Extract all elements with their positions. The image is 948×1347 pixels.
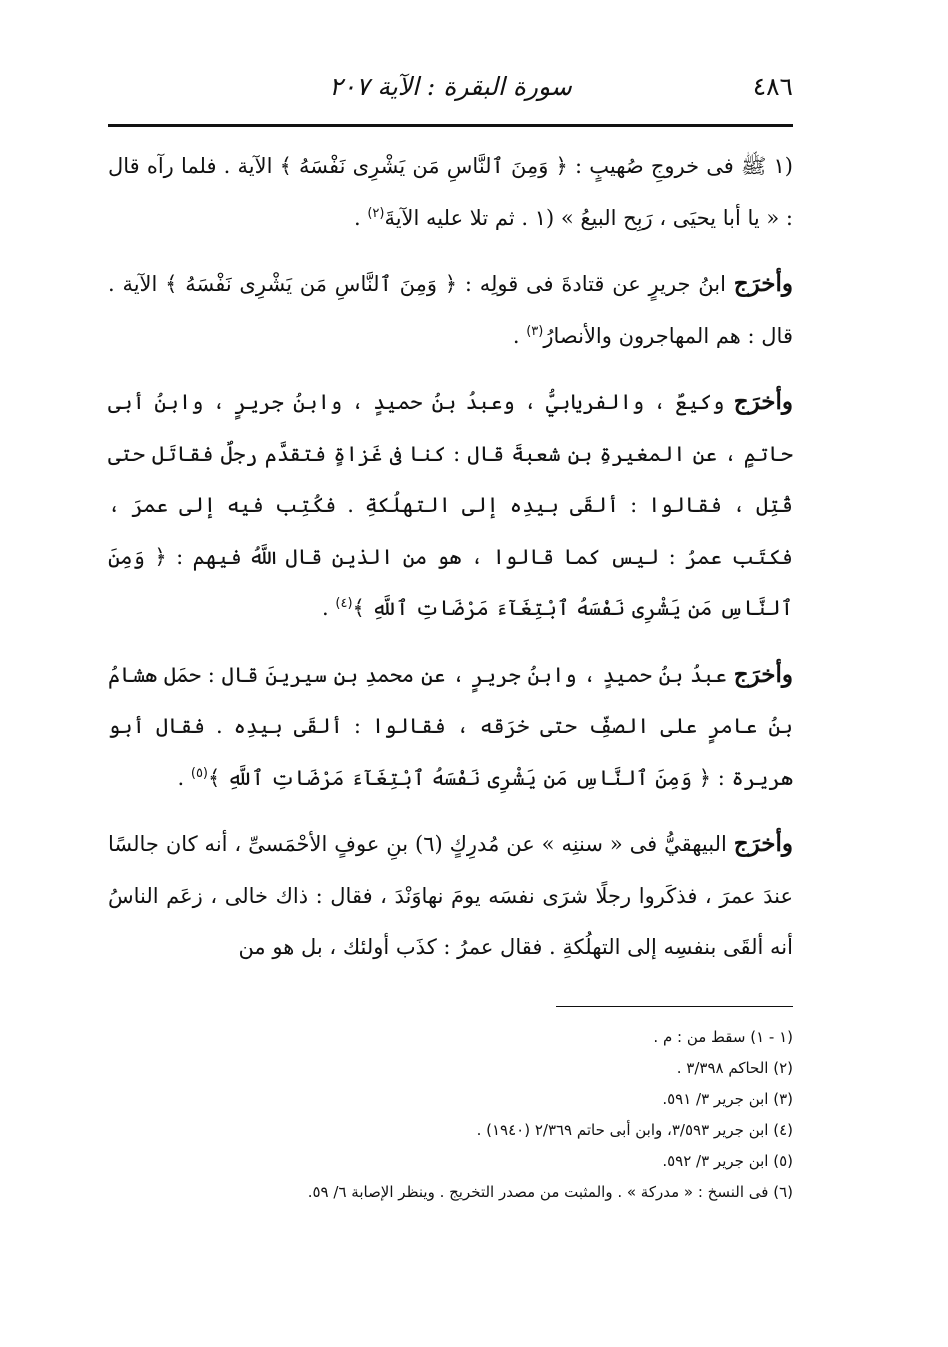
footnote-ref: (٥) bbox=[190, 765, 208, 781]
main-text bbox=[108, 140, 793, 988]
paragraph-lead: وأخرَج bbox=[733, 388, 793, 415]
page-number: ٤٨٦ bbox=[752, 72, 793, 101]
footnote-rule bbox=[556, 1006, 793, 1007]
footnote-ref: (٤) bbox=[335, 596, 353, 611]
paragraph-lead: وأخرَج bbox=[733, 830, 794, 857]
paragraph-end: . bbox=[353, 205, 368, 230]
paragraph-text: وكيعٌ ، والفريابيُّ ، وعبدُ بنُ حميدٍ ، وابنُ جريرٍ ، وابنُ أبى حاتمٍ ، عن المغيرةِ بنِ شعبةَ قال : كنا فى غَزاةٍ فتقدَّم رجلٌ فقاتَل حتى قُتِل ، فقالوا : ألقَى بيدِه إلى التهلُكةِ . فكُتِب فيه إلى عمرَ ، فكتَب عمرُ : ليس كما قالوا ، هو من الذين قال اللَّهُ فيهم : ﴿ وَمِنَ ٱلنَّاسِ مَن يَشْرِى نَفْسَهُ ٱبْتِغَآءَ مَرْضَاتِ ٱللَّهِ ﴾ bbox=[108, 390, 793, 620]
paragraph-end: . bbox=[512, 323, 527, 348]
footnote: (٤) ابن جرير ٣/٥٩٣، وابن أبى حاتم ٢/٣٦٩ (١٩٤٠) . bbox=[476, 1121, 793, 1139]
paragraph bbox=[108, 258, 793, 362]
paragraph-text: البيهقيُّ فى « سننِه » عن مُدرِكٍ (٦) بنِ عوفٍ الأحْمَسىِّ ، أنه كان جالسًا عندَ عمرَ ، فذكَروا رجلًا شرَى نفسَه يومَ نهاوَنْدَ ، فقال : ذاك خالى ، زعَم الناسُ أنه ألقَى بنفسِه إلى التهلُكةِ . فقال عمرُ : كذَب أولئك ، بل هو من bbox=[108, 832, 793, 959]
paragraph-text: عبدُ بنُ حميدٍ ، وابنُ جريرٍ ، عن محمدِ بنِ سيرينَ قال : حمَل هشامُ بنُ عامرٍ على الصفِّ حتى خرَقه ، فقالوا : ألقَى بيدِه . فقال أبو هريرة : ﴿ وَمِنَ ٱلنَّاسِ مَن يَشْرِى نَفْسَهُ ٱبْتِغَآءَ مَرْضَاتِ ٱللَّهِ ﴾ bbox=[108, 662, 793, 790]
paragraph bbox=[108, 818, 793, 974]
paragraph bbox=[108, 649, 793, 805]
running-title: سورة البقرة : الآية ٢٠٧ bbox=[329, 72, 572, 101]
header-rule bbox=[108, 124, 793, 127]
footnote-ref: (٣) bbox=[526, 323, 544, 339]
paragraph-lead: وأخرَج bbox=[733, 660, 793, 688]
footnote: (١ - ١) سقط من : م . bbox=[653, 1028, 793, 1046]
footnote: (٢) الحاكم ٣/٣٩٨ . bbox=[676, 1059, 793, 1077]
paragraph-lead: وأخرَج bbox=[733, 270, 793, 297]
paragraph bbox=[108, 140, 793, 244]
footnote: (٦) فى النسخ : « مدركة » . والمثبت من مصدر التخريج . وينظر الإصابة ٦/ ٥٩. bbox=[307, 1183, 793, 1201]
paragraph-end: . bbox=[177, 765, 191, 790]
footnotes bbox=[108, 1022, 793, 1208]
footnote: (٥) ابن جرير ٣/ ٥٩٢. bbox=[662, 1152, 793, 1170]
footnote: (٣) ابن جرير ٣/ ٥٩١. bbox=[662, 1090, 793, 1108]
paragraph bbox=[108, 376, 793, 635]
footnote-ref: (٢) bbox=[367, 205, 385, 221]
page-header bbox=[108, 62, 793, 114]
paragraph-end: . bbox=[322, 596, 336, 620]
paragraph-text: ابنُ جريرٍ عن قتادةَ فى قولِه : ﴿ وَمِنَ ٱلنَّاسِ مَن يَشْرِى نَفْسَهُ ﴾ الآية . قال : هم المهاجرون والأنصارُ bbox=[108, 272, 793, 348]
paragraph-text: (١ ﷺ فى خروجِ صُهيبٍ : ﴿ وَمِنَ ٱلنَّاسِ مَن يَشْرِى نَفْسَهُ ﴾ الآية . فلما رآه قال : « يا أبا يحيَى ، رَبِح البيعُ » (١ . ثم تلا عليه الآيةَ bbox=[108, 154, 793, 230]
